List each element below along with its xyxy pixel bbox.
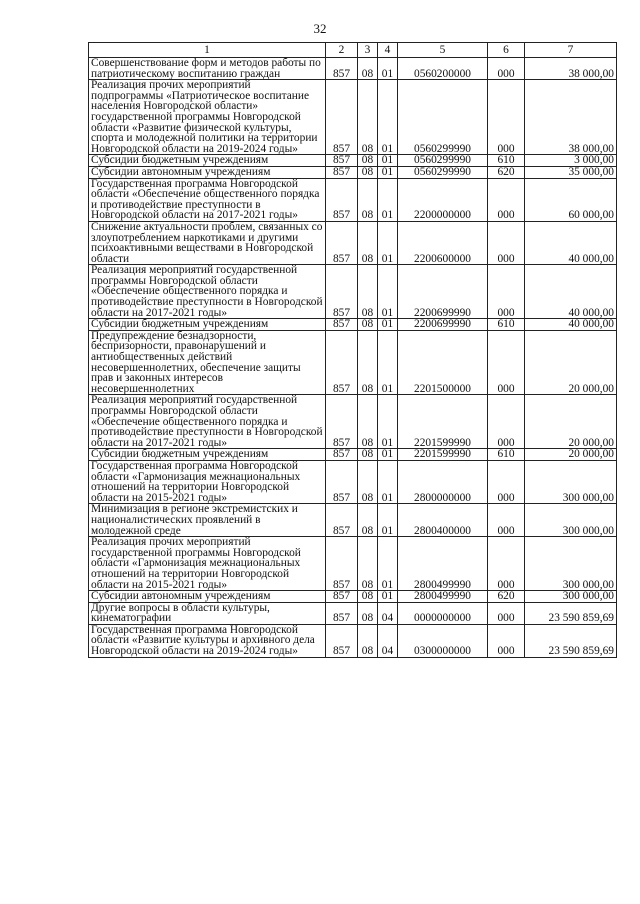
expense-type-cell: 000 — [488, 178, 525, 221]
amount-cell: 38 000,00 — [525, 58, 617, 80]
subsection-code-cell: 04 — [378, 624, 398, 657]
subsection-code-cell: 01 — [378, 330, 398, 395]
expense-type-cell: 000 — [488, 330, 525, 395]
section-code-cell: 08 — [358, 395, 378, 449]
ministry-code-cell: 857 — [326, 58, 358, 80]
target-article-cell: 2201599990 — [398, 395, 488, 449]
amount-cell: 23 590 859,69 — [525, 624, 617, 657]
target-article-cell: 0300000000 — [398, 624, 488, 657]
expense-type-cell: 000 — [488, 58, 525, 80]
row-name-cell: Субсидии бюджетным учреждениям — [89, 319, 326, 331]
section-code-cell: 08 — [358, 602, 378, 624]
target-article-cell: 0560299990 — [398, 80, 488, 155]
amount-cell: 40 000,00 — [525, 221, 617, 264]
subsection-code-cell: 01 — [378, 155, 398, 167]
subsection-code-cell: 01 — [378, 504, 398, 537]
row-name-cell: Реализация прочих мероприятий подпрограммы «Патриотическое воспитание населения Новгородской области» государственной программы Новгородской области «Развитие физической культуры, спорта и молодежной политики на территории Новгородской области на 2019-2024 годы» — [89, 80, 326, 155]
expense-type-cell: 610 — [488, 449, 525, 461]
expense-type-cell: 620 — [488, 591, 525, 603]
section-code-cell: 08 — [358, 319, 378, 331]
row-name-cell: Субсидии бюджетным учреждениям — [89, 155, 326, 167]
section-code-cell: 08 — [358, 537, 378, 591]
header-col-2: 2 — [326, 43, 358, 58]
table-row — [89, 80, 617, 155]
ministry-code-cell: 857 — [326, 537, 358, 591]
amount-cell: 300 000,00 — [525, 504, 617, 537]
section-code-cell: 08 — [358, 155, 378, 167]
page-number: 32 — [313, 21, 327, 36]
amount-cell: 300 000,00 — [525, 591, 617, 603]
ministry-code-cell: 857 — [326, 178, 358, 221]
section-code-cell: 08 — [358, 330, 378, 395]
header-col-4: 4 — [378, 43, 398, 58]
row-name-cell: Другие вопросы в области культуры, кинематографии — [89, 602, 326, 624]
target-article-cell: 2201599990 — [398, 449, 488, 461]
amount-cell: 300 000,00 — [525, 537, 617, 591]
target-article-cell: 2800400000 — [398, 504, 488, 537]
row-name-cell: Реализация прочих мероприятий государственной программы Новгородской области «Гармонизация межнациональных отношений на территории Новгородской области на 2015-2021 годы» — [89, 537, 326, 591]
table-row — [89, 602, 617, 624]
ministry-code-cell: 857 — [326, 330, 358, 395]
amount-cell: 23 590 859,69 — [525, 602, 617, 624]
row-name-cell: Совершенствование форм и методов работы по патриотическому воспитанию граждан — [89, 58, 326, 80]
table-row — [89, 449, 617, 461]
row-name-cell: Субсидии автономным учреждениям — [89, 591, 326, 603]
header-col-1: 1 — [89, 43, 326, 58]
table-body — [89, 58, 617, 658]
target-article-cell: 2200699990 — [398, 319, 488, 331]
ministry-code-cell: 857 — [326, 460, 358, 503]
row-name-cell: Государственная программа Новгородской области «Гармонизация межнациональных отношений на территории Новгородской области на 2015-2021 годы» — [89, 460, 326, 503]
target-article-cell: 2201500000 — [398, 330, 488, 395]
section-code-cell: 08 — [358, 460, 378, 503]
amount-cell: 3 000,00 — [525, 155, 617, 167]
row-name-cell: Субсидии автономным учреждениям — [89, 166, 326, 178]
expense-type-cell: 620 — [488, 166, 525, 178]
row-name-cell: Реализация мероприятий государственной программы Новгородской области «Обеспечение общественного порядка и противодействие преступности в Новгородской области на 2017-2021 годы» — [89, 265, 326, 319]
subsection-code-cell: 01 — [378, 58, 398, 80]
row-name-cell: Реализация мероприятий государственной программы Новгородской области «Обеспечение общественного порядка и противодействие преступности в Новгородской области на 2017-2021 годы» — [89, 395, 326, 449]
section-code-cell: 08 — [358, 80, 378, 155]
target-article-cell: 2200000000 — [398, 178, 488, 221]
ministry-code-cell: 857 — [326, 319, 358, 331]
ministry-code-cell: 857 — [326, 449, 358, 461]
table-row — [89, 591, 617, 603]
target-article-cell: 0000000000 — [398, 602, 488, 624]
subsection-code-cell: 01 — [378, 319, 398, 331]
ministry-code-cell: 857 — [326, 80, 358, 155]
target-article-cell: 2200600000 — [398, 221, 488, 264]
section-code-cell: 08 — [358, 591, 378, 603]
subsection-code-cell: 01 — [378, 265, 398, 319]
ministry-code-cell: 857 — [326, 504, 358, 537]
expense-type-cell: 000 — [488, 537, 525, 591]
amount-cell: 300 000,00 — [525, 460, 617, 503]
budget-table — [88, 42, 617, 658]
expense-type-cell: 000 — [488, 460, 525, 503]
subsection-code-cell: 01 — [378, 395, 398, 449]
table-row — [89, 460, 617, 503]
subsection-code-cell: 04 — [378, 602, 398, 624]
table-row — [89, 504, 617, 537]
section-code-cell: 08 — [358, 166, 378, 178]
ministry-code-cell: 857 — [326, 265, 358, 319]
amount-cell: 35 000,00 — [525, 166, 617, 178]
target-article-cell: 2800499990 — [398, 537, 488, 591]
table-row — [89, 330, 617, 395]
expense-type-cell: 000 — [488, 265, 525, 319]
target-article-cell: 2200699990 — [398, 265, 488, 319]
target-article-cell: 2800000000 — [398, 460, 488, 503]
subsection-code-cell: 01 — [378, 178, 398, 221]
header-col-7: 7 — [525, 43, 617, 58]
ministry-code-cell: 857 — [326, 155, 358, 167]
table-row — [89, 155, 617, 167]
expense-type-cell: 000 — [488, 504, 525, 537]
section-code-cell: 08 — [358, 504, 378, 537]
expense-type-cell: 000 — [488, 80, 525, 155]
section-code-cell: 08 — [358, 221, 378, 264]
table-row — [89, 265, 617, 319]
amount-cell: 20 000,00 — [525, 395, 617, 449]
ministry-code-cell: 857 — [326, 166, 358, 178]
header-col-6: 6 — [488, 43, 525, 58]
subsection-code-cell: 01 — [378, 166, 398, 178]
table-row — [89, 58, 617, 80]
table-row — [89, 395, 617, 449]
amount-cell: 38 000,00 — [525, 80, 617, 155]
section-code-cell: 08 — [358, 265, 378, 319]
section-code-cell: 08 — [358, 449, 378, 461]
amount-cell: 40 000,00 — [525, 319, 617, 331]
ministry-code-cell: 857 — [326, 624, 358, 657]
expense-type-cell: 610 — [488, 155, 525, 167]
expense-type-cell: 000 — [488, 624, 525, 657]
subsection-code-cell: 01 — [378, 460, 398, 503]
target-article-cell: 0560200000 — [398, 58, 488, 80]
table-row — [89, 537, 617, 591]
amount-cell: 60 000,00 — [525, 178, 617, 221]
expense-type-cell: 000 — [488, 602, 525, 624]
header-col-3: 3 — [358, 43, 378, 58]
section-code-cell: 08 — [358, 624, 378, 657]
row-name-cell: Минимизация в регионе экстремистских и националистических проявлений в молодежной среде — [89, 504, 326, 537]
amount-cell: 20 000,00 — [525, 449, 617, 461]
section-code-cell: 08 — [358, 58, 378, 80]
subsection-code-cell: 01 — [378, 591, 398, 603]
subsection-code-cell: 01 — [378, 80, 398, 155]
amount-cell: 20 000,00 — [525, 330, 617, 395]
amount-cell: 40 000,00 — [525, 265, 617, 319]
ministry-code-cell: 857 — [326, 221, 358, 264]
table-row — [89, 166, 617, 178]
table-row — [89, 178, 617, 221]
table-row — [89, 624, 617, 657]
row-name-cell: Государственная программа Новгородской области «Развитие культуры и архивного дела Новгородской области на 2019-2024 годы» — [89, 624, 326, 657]
subsection-code-cell: 01 — [378, 537, 398, 591]
row-name-cell: Государственная программа Новгородской области «Обеспечение общественного порядка и противодействие преступности в Новгородской области на 2017-2021 годы» — [89, 178, 326, 221]
expense-type-cell: 000 — [488, 221, 525, 264]
target-article-cell: 2800499990 — [398, 591, 488, 603]
row-name-cell: Субсидии бюджетным учреждениям — [89, 449, 326, 461]
row-name-cell: Предупреждение безнадзорности, беспризорности, правонарушений и антиобщественных действий несовершеннолетних, обеспечение защиты прав и законных интересов несовершеннолетних — [89, 330, 326, 395]
table-row — [89, 221, 617, 264]
header-col-5: 5 — [398, 43, 488, 58]
section-code-cell: 08 — [358, 178, 378, 221]
table-row — [89, 319, 617, 331]
expense-type-cell: 610 — [488, 319, 525, 331]
target-article-cell: 0560299990 — [398, 166, 488, 178]
subsection-code-cell: 01 — [378, 221, 398, 264]
ministry-code-cell: 857 — [326, 602, 358, 624]
target-article-cell: 0560299990 — [398, 155, 488, 167]
ministry-code-cell: 857 — [326, 395, 358, 449]
header-row — [89, 43, 617, 58]
expense-type-cell: 000 — [488, 395, 525, 449]
row-name-cell: Снижение актуальности проблем, связанных со злоупотреблением наркотиками и другими психоактивными веществами в Новгородской области — [89, 221, 326, 264]
ministry-code-cell: 857 — [326, 591, 358, 603]
subsection-code-cell: 01 — [378, 449, 398, 461]
